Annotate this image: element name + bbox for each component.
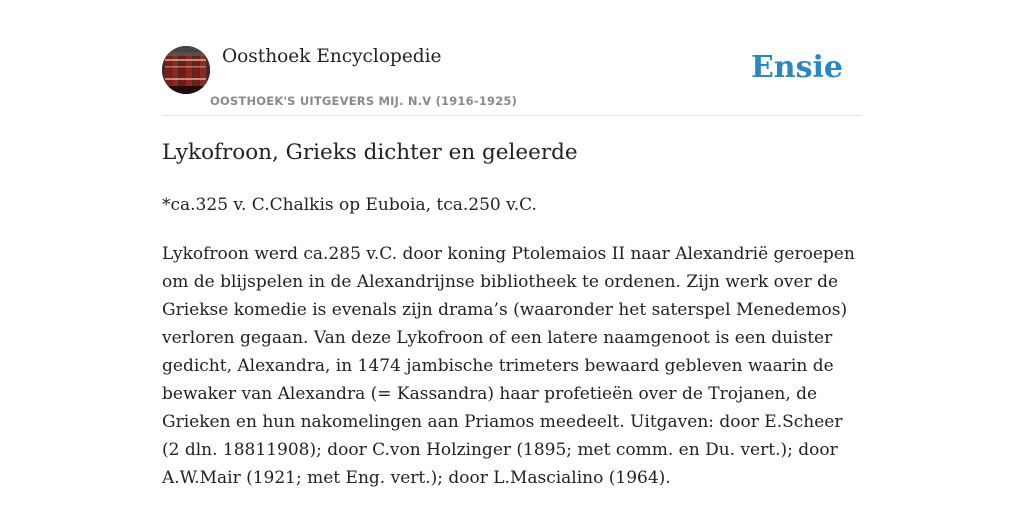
source-publisher: OOSTHOEK'S UITGEVERS MIJ. N.V (1916-1925) <box>210 94 518 108</box>
article-card <box>162 0 862 512</box>
encyclopedia-books-avatar-icon[interactable] <box>162 46 210 94</box>
books-image <box>162 46 210 94</box>
article-body: Lykofroon werd ca.285 v.C. door koning Ptolemaios II naar Alexandrië geroepen om de blijspelen in de Alexandrijnse bibliotheek te ordenen. Zijn werk over de Griekse komedie is evenals zijn drama’s (waaronder het saterspel Menedemos) verloren gegaan. Van deze Lykofroon of een latere naamgenoot is een duister gedicht, Alexandra, in 1474 jambische trimeters bewaard gebleven waarin de bewaker van Alexandra (= Kassandra) haar profetieën over de Trojanen, de Grieken en hun nakomelingen aan Priamos meedeelt. Uitgaven: door E.Scheer (2 dln. 18811908); door C.von Holzinger (1895; met comm. en Du. vert.); door A.W.Mair (1921; met Eng. vert.); door L.Mascialino (1964). <box>162 244 855 488</box>
source-name[interactable]: Oosthoek Encyclopedie <box>222 46 442 67</box>
article-title: Lykofroon, Grieks dichter en geleerde <box>162 140 578 165</box>
article-dates: *ca.325 v. C.Chalkis op Euboia, tca.250 v.C. <box>162 195 537 215</box>
source-header <box>162 0 862 116</box>
ensie-logo-link[interactable]: Ensie <box>750 50 843 85</box>
